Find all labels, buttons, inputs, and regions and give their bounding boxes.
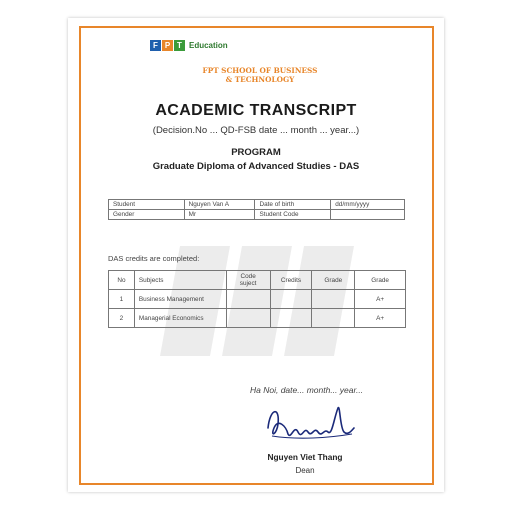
gender-value: Mr	[184, 210, 255, 220]
program-name: Graduate Diploma of Advanced Studies - DAS	[152, 161, 360, 172]
logo-tile-t: T	[174, 40, 185, 51]
table-row	[109, 309, 406, 328]
row-code	[226, 290, 270, 309]
student-info-row	[109, 210, 405, 220]
student-info-row	[109, 200, 405, 210]
student-info-table	[108, 199, 405, 220]
subjects-table	[108, 270, 406, 328]
dob-value: dd/mm/yyyy	[331, 200, 405, 210]
row-no: 1	[109, 290, 135, 309]
signer-name: Nguyen Viet Thang	[267, 452, 343, 462]
table-row	[109, 290, 406, 309]
row-credits	[270, 290, 312, 309]
student-code-label: Student Code	[255, 210, 331, 220]
gender-label: Gender	[109, 210, 185, 220]
program-label: PROGRAM	[231, 147, 281, 158]
row-subject: Business Management	[134, 290, 226, 309]
decision-line: (Decision.No ... QD-FSB date ... month ... year...)	[152, 125, 360, 136]
logo-tile-p: P	[162, 40, 173, 51]
row-no: 2	[109, 309, 135, 328]
header-code-subject: Code suject	[226, 271, 270, 290]
credits-completed-label: DAS credits are completed:	[108, 254, 200, 263]
place-date-line: Ha Noi, date... month... year...	[250, 385, 364, 395]
signer-title: Dean	[295, 466, 315, 475]
signature-image	[258, 398, 358, 450]
header-no: No	[109, 271, 135, 290]
row-subject: Managerial Economics	[134, 309, 226, 328]
row-grade	[312, 309, 355, 328]
header-credits: Credits	[270, 271, 312, 290]
row-credits	[270, 309, 312, 328]
header-grade-letter: Grade	[355, 271, 406, 290]
school-name-line2: & TECHNOLOGY	[225, 75, 295, 84]
student-value: Nguyen Van A	[184, 200, 255, 210]
row-grade-letter: A+	[355, 309, 406, 328]
dob-label: Date of birth	[255, 200, 331, 210]
header-subjects: Subjects	[134, 271, 226, 290]
subjects-header-row	[109, 271, 406, 290]
student-code-value	[331, 210, 405, 220]
school-name-line1: FPT SCHOOL OF BUSINESS	[202, 66, 318, 75]
logo-tile-f: F	[150, 40, 161, 51]
school-name	[190, 66, 330, 84]
row-grade-letter: A+	[355, 290, 406, 309]
document-title: ACADEMIC TRANSCRIPT	[155, 102, 357, 119]
fpt-education-logo	[150, 40, 228, 51]
header-grade: Grade	[312, 271, 355, 290]
row-code	[226, 309, 270, 328]
logo-brand-text: Education	[189, 41, 228, 50]
row-grade	[312, 290, 355, 309]
student-label: Student	[109, 200, 185, 210]
